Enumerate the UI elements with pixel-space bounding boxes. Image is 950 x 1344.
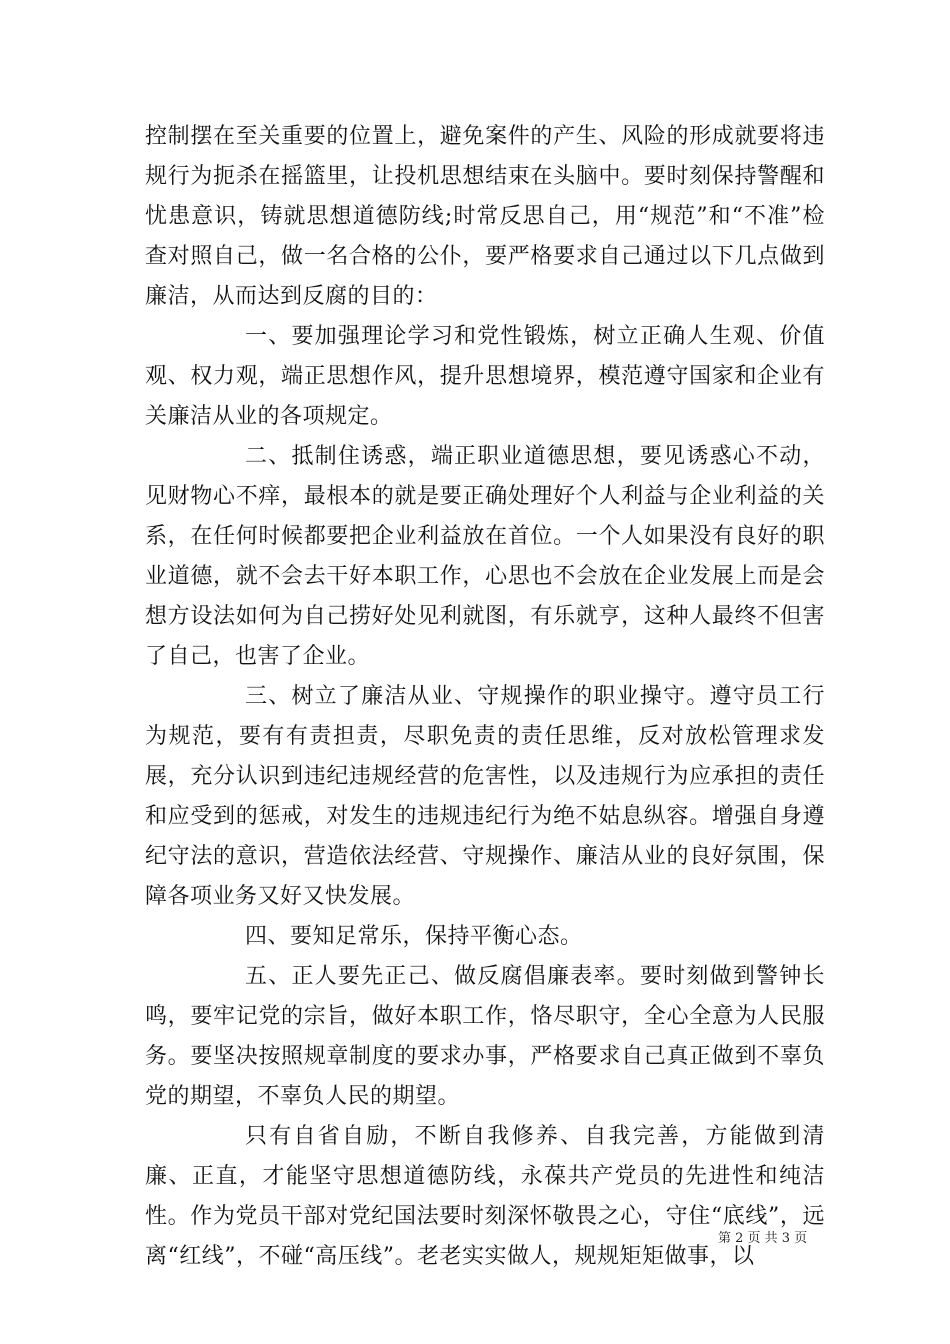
paragraph-conclusion: 只有自省自励，不断自我修养、自我完善，方能做到清廉、正直，才能坚守思想道德防线，永葆共产党员的先进性和纯洁性。作为党员干部对党纪国法要时刻深怀敬畏之心，守住“底线”，远离“红线”，不碰“高压线”。老老实实做人，规规矩矩做事，以 <box>145 1124 825 1269</box>
document-body <box>145 117 825 1277</box>
page-number: 第 2 页 共 3 页 <box>718 1231 808 1246</box>
paragraph-point-3: 三、树立了廉洁从业、守规操作的职业操守。遵守员工行为规范，要有有责担责，尽职免责的责任思维，反对放松管理求发展，充分认识到违纪违规经营的危害性，以及违规行为应承担的责任和应受到的惩戒，对发生的违规违纪行为绝不姑息纵容。增强自身遵纪守法的意识，营造依法经营、守规操作、廉洁从业的良好氛围，保障各项业务又好又快发展。 <box>145 684 825 909</box>
paragraph-point-4: 四、要知足常乐，保持平衡心态。 <box>245 924 583 949</box>
paragraph-point-5: 五、正人要先正己、做反腐倡廉表率。要时刻做到警钟长鸣，要牢记党的宗旨，做好本职工作，恪尽职守，全心全意为人民服务。要坚决按照规章制度的要求办事，严格要求自己真正做到不辜负党的期望，不辜负人民的期望。 <box>145 964 825 1109</box>
paragraph-intro: 控制摆在至关重要的位置上，避免案件的产生、风险的形成就要将违规行为扼杀在摇篮里，让投机思想结束在头脑中。要时刻保持警醒和忧患意识，铸就思想道德防线;时常反思自己，用“规范”和“不准”检查对照自己，做一名合格的公仆，要严格要求自己通过以下几点做到廉洁，从而达到反腐的目的： <box>145 124 825 309</box>
paragraph-point-1: 一、要加强理论学习和党性锻炼，树立正确人生观、价值观、权力观，端正思想作风，提升思想境界，模范遵守国家和企业有关廉洁从业的各项规定。 <box>145 324 825 429</box>
paragraph-point-2: 二、抵制住诱惑，端正职业道德思想，要见诱惑心不动，见财物心不痒，最根本的就是要正确处理好个人利益与企业利益的关系，在任何时候都要把企业利益放在首位。一个人如果没有良好的职业道德，就不会去干好本职工作，心思也不会放在企业发展上而是会想方设法如何为自己捞好处见利就图，有乐就亨，这种人最终不但害了自己，也害了企业。 <box>145 444 825 669</box>
